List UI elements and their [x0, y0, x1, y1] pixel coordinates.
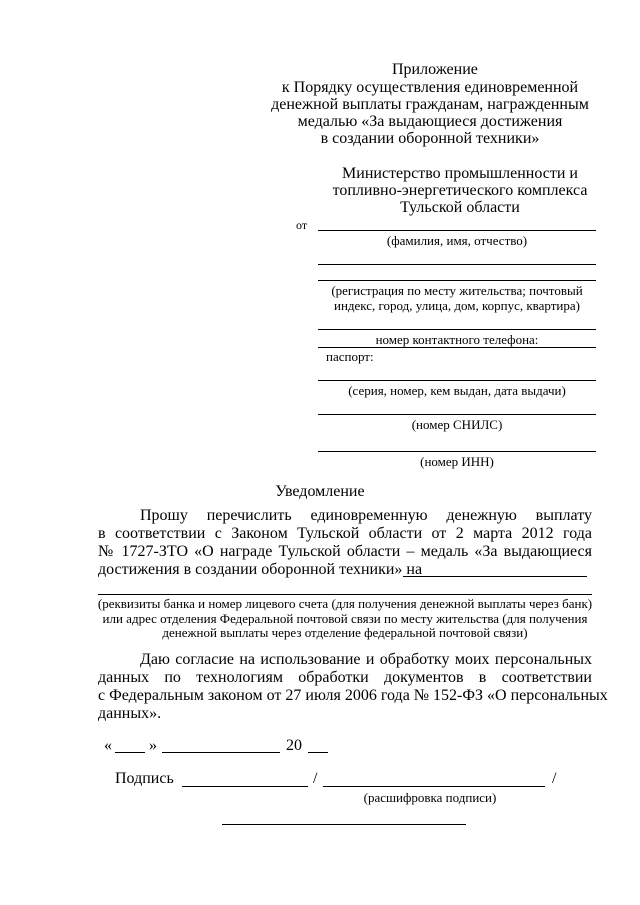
notice-p2-line-3: с Федеральным законом от 27 июля 2006 года № 152-ФЗ «О персональных	[98, 687, 608, 704]
addressee-line-3: Тульской области	[400, 199, 520, 216]
bank-line	[98, 594, 592, 595]
fio-line	[318, 230, 596, 231]
appendix-line-4: в создании оборонной техники»	[320, 130, 540, 147]
notice-p2-line-4: данных».	[98, 705, 162, 722]
bank-caption-1: (реквизиты банка и номер лицевого счета (для получения денежной выплаты через банк)	[97, 596, 593, 611]
date-open-quote: «	[104, 737, 112, 754]
notice-p1-line-3: № 1727-ЗТО «О награде Тульской области – медаль «За выдающиеся	[98, 543, 592, 560]
address-caption-1: (регистрация по месту жительства; почтовый	[331, 283, 583, 298]
notice-title: Уведомление	[275, 483, 365, 500]
signature-slash-2: /	[552, 770, 557, 787]
fio-caption: (фамилия, имя, отчество)	[386, 233, 528, 248]
bank-caption-3: денежной выплаты через отделение федеральной почтовой связи)	[162, 625, 528, 640]
address-line-2	[318, 280, 596, 281]
notice-p1-line-1: Прошу перечислить единовременную денежную выплату	[140, 507, 592, 524]
bank-caption-2: или адрес отделения Федеральной почтовой связи по месту жительства (для получения	[102, 611, 588, 626]
addressee-line-2: топливно-энергетического комплекса	[332, 182, 588, 199]
appendix-line-1: к Порядку осуществления единовременной	[281, 79, 579, 96]
notice-p2-line-2: данных по технологиям обработки документов в соответствии	[98, 669, 592, 686]
bank-inline-line	[403, 576, 587, 577]
passport-line	[318, 380, 596, 381]
notice-p2-line-1: Даю согласие на использование и обработку моих персональных	[140, 651, 592, 668]
appendix-title: Приложение	[392, 61, 478, 78]
phone-line	[318, 329, 596, 330]
snils-line	[318, 414, 596, 415]
address-line-1	[318, 264, 596, 265]
addressee-line-1: Министерство промышленности и	[342, 165, 578, 182]
passport-label: паспорт:	[326, 349, 374, 364]
date-year-prefix: 20	[286, 737, 302, 754]
signature-decode-caption: (расшифровка подписи)	[363, 790, 497, 805]
date-close-quote: »	[149, 737, 157, 754]
appendix-line-3: медалью «За выдающиеся достижения	[297, 113, 563, 130]
signature-line	[182, 786, 308, 787]
appendix-line-2: денежной выплаты гражданам, награжденным	[271, 96, 589, 113]
date-day-line	[115, 752, 145, 753]
inn-caption: (номер ИНН)	[420, 454, 494, 469]
notice-p1-line-4: достижения в создании оборонной техники» на	[98, 561, 423, 578]
bottom-rule	[222, 824, 466, 825]
notice-p1-line-2: в соответствии с Законом Тульской области от 2 марта 2012 года	[98, 525, 592, 542]
signature-decode-line	[323, 786, 545, 787]
from-label: от	[296, 218, 308, 232]
phone-value-line	[318, 347, 596, 348]
snils-caption: (номер СНИЛС)	[411, 417, 503, 432]
passport-caption: (серия, номер, кем выдан, дата выдачи)	[348, 383, 566, 398]
signature-slash-1: /	[313, 770, 318, 787]
inn-line	[318, 451, 596, 452]
signature-label: Подпись	[115, 770, 174, 787]
date-month-line	[162, 752, 280, 753]
date-year-line	[308, 752, 328, 753]
address-caption-2: индекс, город, улица, дом, корпус, квартира)	[333, 298, 580, 313]
phone-caption: номер контактного телефона:	[375, 332, 539, 347]
